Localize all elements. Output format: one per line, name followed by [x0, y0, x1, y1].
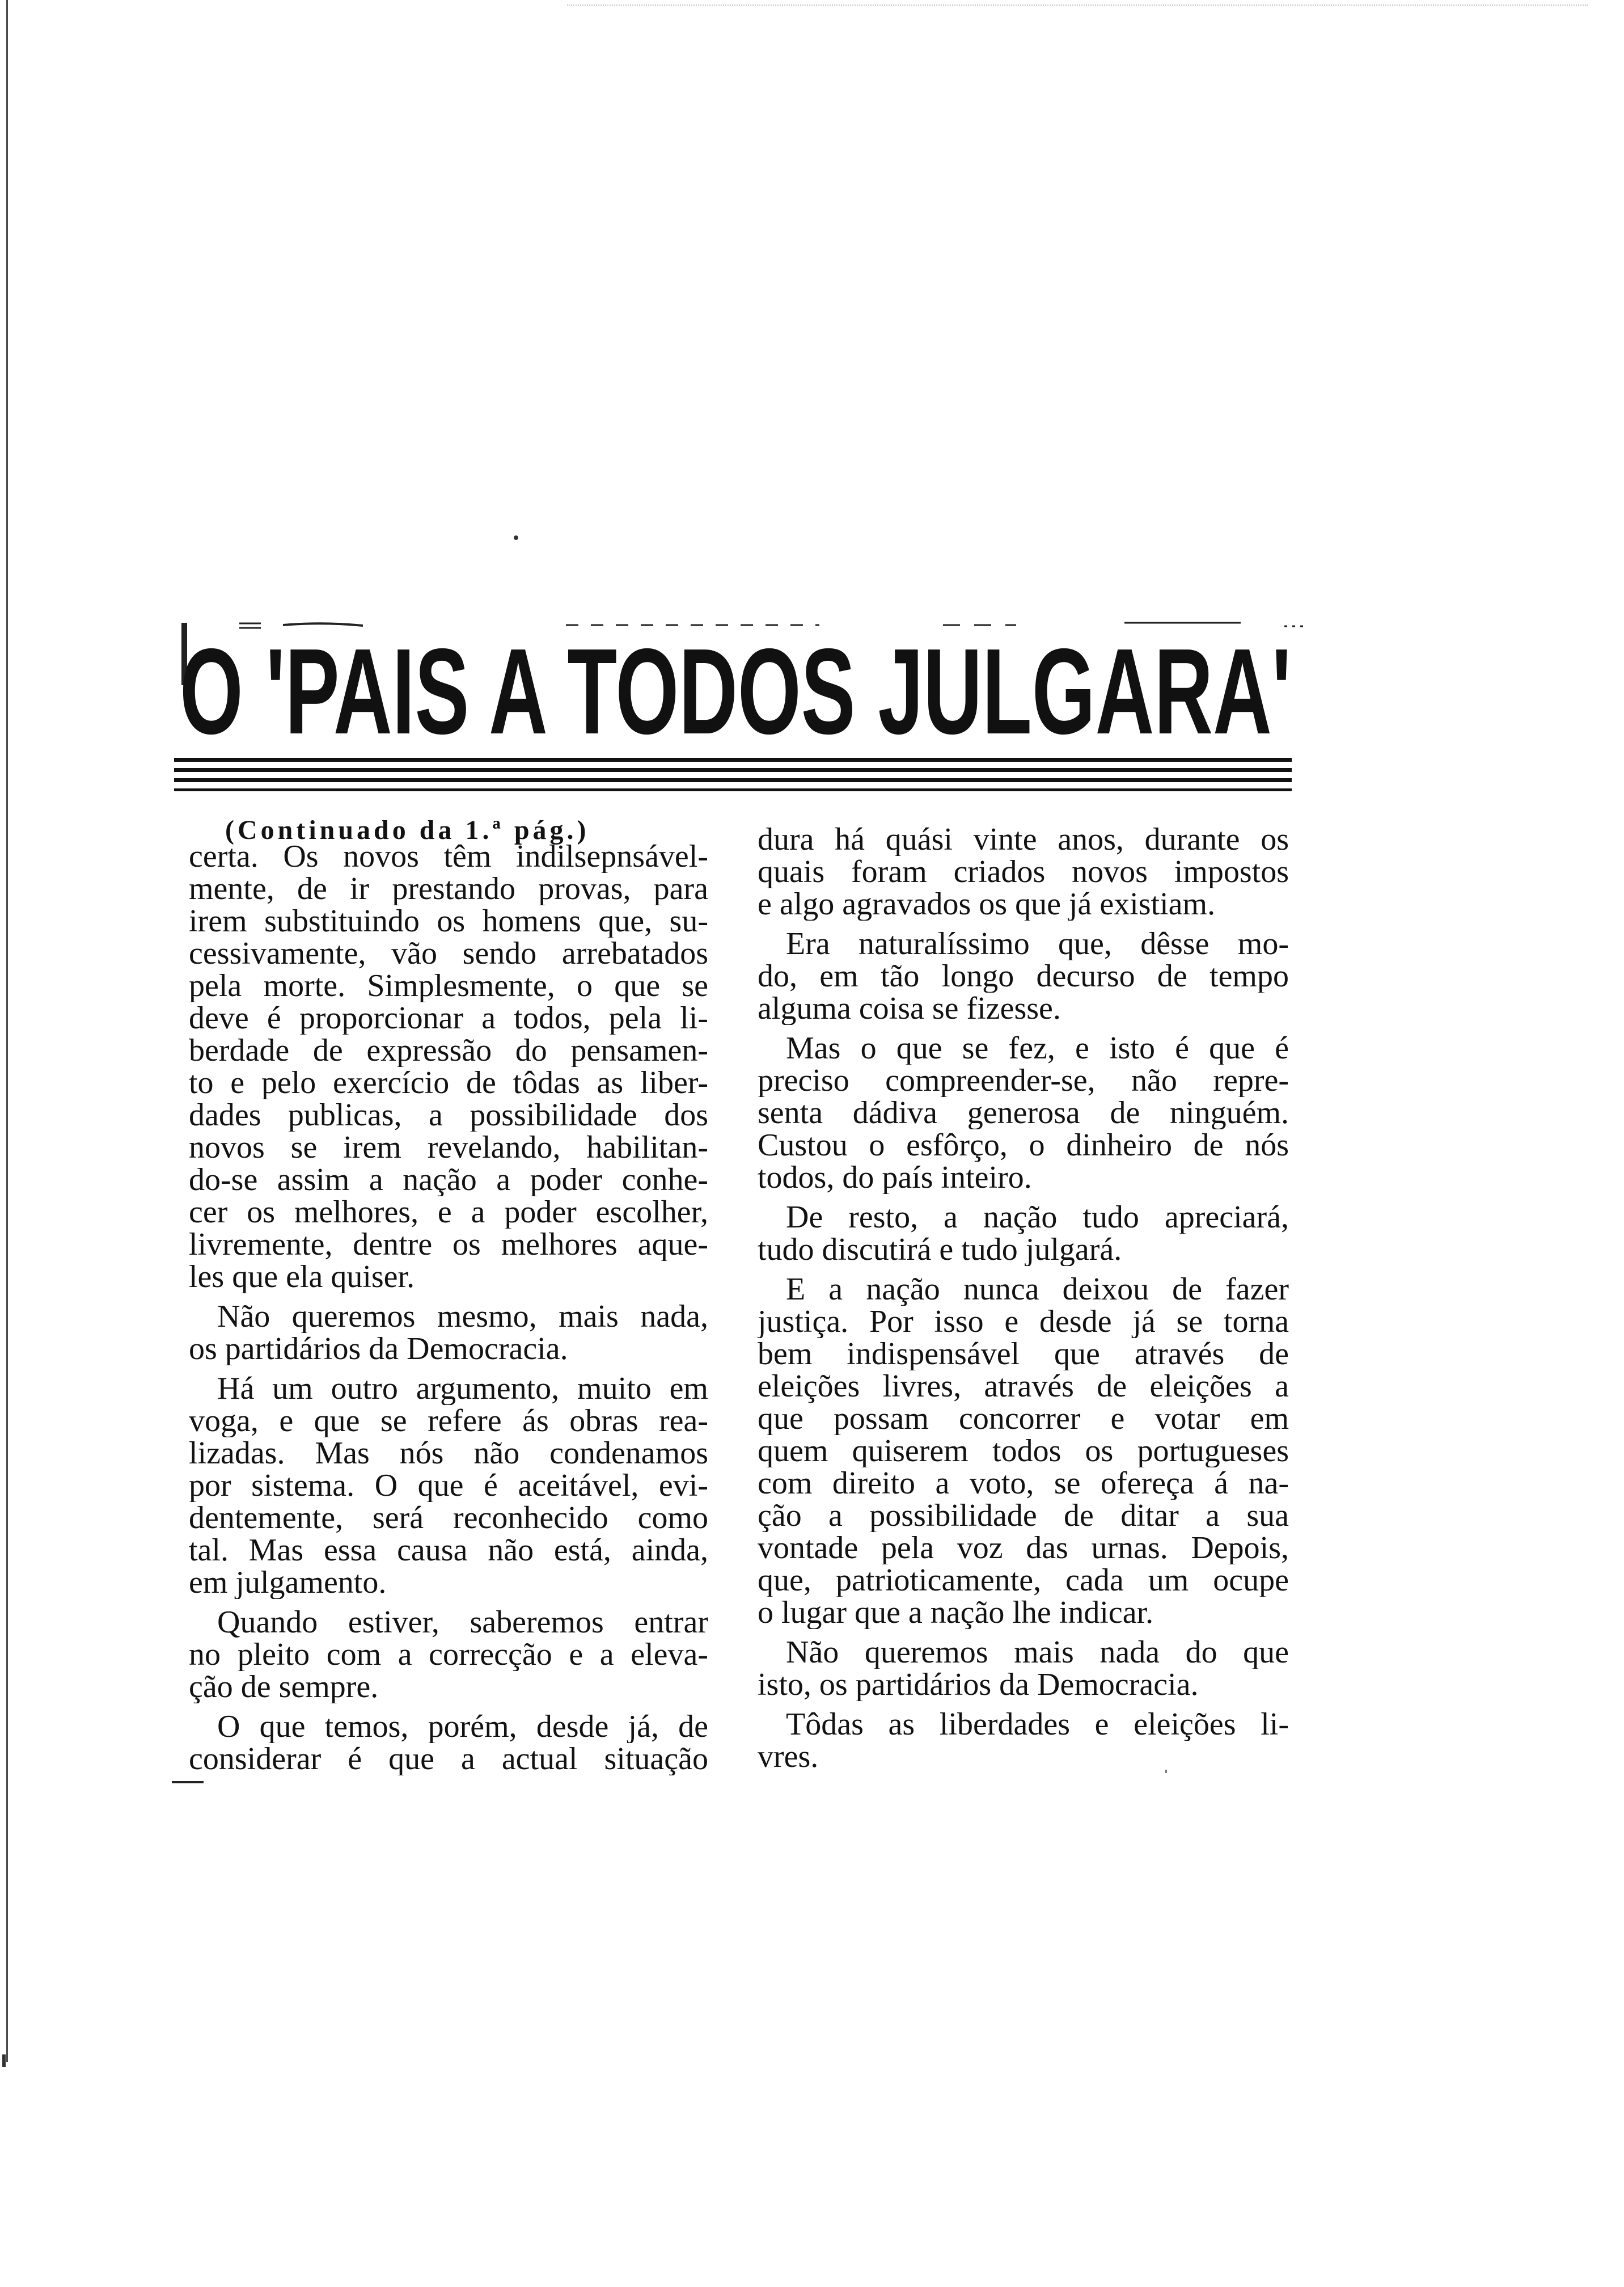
paragraph [189, 1301, 708, 1365]
paragraph [758, 1636, 1289, 1701]
text-line: justiça. Por isso e desde já se torna [758, 1306, 1289, 1338]
text-line: Quando estiver, saberemos entrar [217, 1606, 708, 1639]
text-line: tudo discutirá e tudo julgará. [758, 1234, 1122, 1266]
text-line: vontade pela voz das urnas. Depois, [758, 1532, 1289, 1564]
text-line: o lugar que a nação lhe indicar. [758, 1597, 1154, 1629]
rule-line [174, 768, 1292, 772]
text-line: no pleito com a correcção e a eleva- [189, 1639, 708, 1671]
paragraph [758, 1708, 1289, 1773]
text-line: Tôdas as liberdades e eleições li- [786, 1708, 1289, 1741]
paragraph [758, 1032, 1289, 1194]
rule-line [174, 788, 1292, 791]
text-line: livremente, dentre os melhores aque- [189, 1229, 708, 1261]
text-line: Não queremos mais nada do que [786, 1636, 1289, 1669]
paragraph [189, 1606, 708, 1703]
text-line: certa. Os novos têm indilsepnsável- [189, 841, 708, 873]
continuation-note: (Continuado da 1.ª pág.) [225, 815, 590, 845]
text-line: considerar é que a actual situação [189, 1743, 708, 1775]
paragraph [189, 1711, 708, 1775]
text-line: deve é proporcionar a todos, pela li- [189, 1002, 708, 1035]
page-edge-line [6, 0, 8, 2062]
text-line: ção a possibilidade de ditar a sua [758, 1500, 1289, 1532]
text-line: alguma coisa se fizesse. [758, 993, 1061, 1025]
text-line: isto, os partidários da Democracia. [758, 1669, 1199, 1701]
text-line: que, patrioticamente, cada um ocupe [758, 1564, 1289, 1597]
text-line: E a nação nunca deixou de fazer [786, 1273, 1289, 1306]
text-line: eleições livres, através de eleições a [758, 1370, 1289, 1403]
text-line: bem indispensável que através de [758, 1338, 1289, 1370]
headline-rule [174, 757, 1292, 794]
text-line: les que ela quiser. [189, 1261, 415, 1293]
text-line: lizadas. Mas nós não condenamos [189, 1437, 708, 1470]
text-line: Não queremos mesmo, mais nada, [217, 1301, 708, 1333]
scan-noise-line [567, 5, 1588, 6]
text-line: em julgamento. [189, 1567, 387, 1599]
column-end-dash [172, 1781, 204, 1783]
headline: O 'PAIS A TODOS JULGARA' [180, 623, 1291, 749]
paragraph [758, 1201, 1289, 1266]
text-line: dades publicas, a possibilidade dos [189, 1099, 708, 1132]
page-edge-mark [2, 2054, 6, 2067]
paragraph [758, 824, 1289, 921]
text-line: novos se irem revelando, habilitan- [189, 1132, 708, 1164]
text-line: Há um outro argumento, muito em [217, 1373, 708, 1405]
text-line: cessivamente, vão sendo arrebatados [189, 938, 708, 970]
text-line: Mas o que se fez, e isto é que é [786, 1032, 1289, 1065]
text-line: do-se assim a nação a poder conhe- [189, 1164, 708, 1196]
text-line: to e pelo exercício de tôdas as liber- [189, 1067, 708, 1099]
article-column-right [758, 824, 1289, 1773]
text-line: os partidários da Democracia. [189, 1333, 568, 1365]
text-line: do, em tão longo decurso de tempo [758, 960, 1289, 993]
text-line: por sistema. O que é aceitável, evi- [189, 1470, 708, 1502]
text-line: O que temos, porém, desde já, de [217, 1711, 708, 1743]
paragraph [758, 1273, 1289, 1629]
text-line: ção de sempre. [189, 1671, 379, 1703]
text-line: Era naturalíssimo que, dêsse mo- [786, 928, 1289, 960]
text-line: mente, de ir prestando provas, para [189, 873, 708, 905]
text-line: e algo agravados os que já existiam. [758, 888, 1216, 921]
text-line: voga, e que se refere ás obras rea- [189, 1405, 708, 1437]
rule-line [174, 778, 1292, 782]
headline-block [173, 618, 1324, 749]
text-line: tal. Mas essa causa não está, ainda, [189, 1534, 708, 1567]
rule-line [174, 758, 1292, 762]
text-line: que possam concorrer e votar em [758, 1403, 1289, 1435]
text-line: berdade de expressão do pensamen- [189, 1035, 708, 1067]
text-line: quais foram criados novos impostos [758, 856, 1289, 888]
text-line: vres. [758, 1741, 819, 1773]
text-line: senta dádiva generosa de ninguém. [758, 1097, 1289, 1129]
text-line: irem substituindo os homens que, su- [189, 905, 708, 938]
text-line: preciso compreender-se, não repre- [758, 1065, 1289, 1097]
text-line: todos, do país inteiro. [758, 1162, 1032, 1194]
text-line: com direito a voto, se ofereça á na- [758, 1467, 1289, 1500]
text-line: pela morte. Simplesmente, o que se [189, 970, 708, 1002]
paragraph [758, 928, 1289, 1025]
article-column-left [189, 841, 708, 1775]
text-line: dura há quási vinte anos, durante os [758, 824, 1289, 856]
text-line: Custou o esfôrço, o dinheiro de nós [758, 1129, 1289, 1162]
text-line: dentemente, será reconhecido como [189, 1502, 708, 1534]
paragraph [189, 1373, 708, 1599]
paragraph [189, 841, 708, 1293]
text-line: cer os melhores, e a poder escolher, [189, 1196, 708, 1229]
text-line: quem quiserem todos os portugueses [758, 1435, 1289, 1467]
text-line: De resto, a nação tudo apreciará, [786, 1201, 1289, 1234]
scan-speck [514, 535, 518, 540]
